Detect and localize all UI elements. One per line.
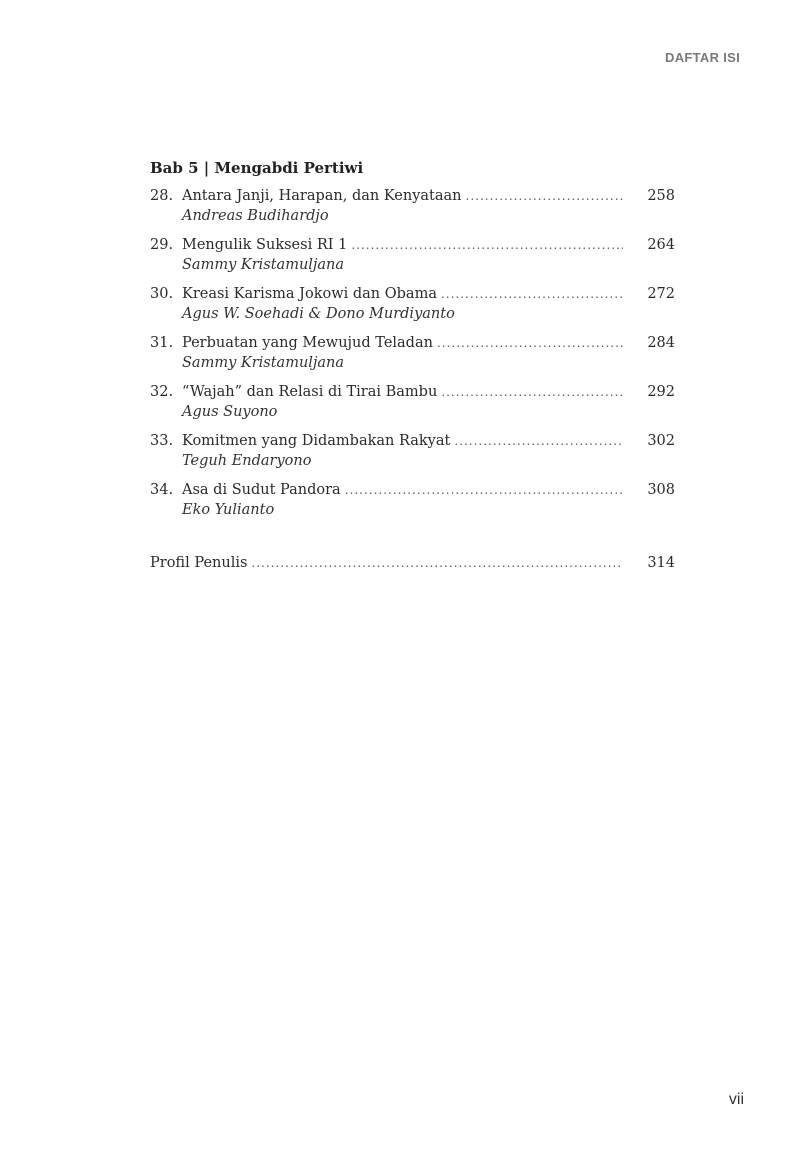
entry-author: Andreas Budihardjo bbox=[182, 208, 329, 224]
entry-title: Komitmen yang Didambakan Rakyat bbox=[182, 433, 451, 449]
dot-leader bbox=[466, 187, 624, 206]
toc-entry[interactable] bbox=[150, 481, 675, 530]
entry-number: 32. bbox=[150, 384, 174, 400]
dot-leader bbox=[441, 383, 623, 402]
entry-title: Profil Penulis bbox=[150, 555, 248, 571]
toc-entry[interactable] bbox=[150, 187, 675, 236]
dot-leader bbox=[437, 334, 623, 353]
entry-author: Agus Suyono bbox=[182, 404, 278, 420]
toc-entry[interactable] bbox=[150, 285, 675, 334]
running-head: DAFTAR ISI bbox=[665, 50, 740, 65]
entry-number: 28. bbox=[150, 188, 174, 204]
table-of-contents bbox=[150, 158, 675, 530]
entry-title: Antara Janji, Harapan, dan Kenyataan bbox=[182, 188, 462, 204]
page-number: vii bbox=[728, 1091, 744, 1108]
entry-page-number: 292 bbox=[647, 384, 675, 400]
entry-number: 30. bbox=[150, 286, 174, 302]
chapter-heading: Bab 5 | Mengabdi Pertiwi bbox=[150, 159, 364, 177]
entry-author: Sammy Kristamuljana bbox=[182, 355, 345, 371]
entry-page-number: 264 bbox=[647, 237, 675, 253]
dot-leader bbox=[345, 481, 623, 500]
entry-author: Teguh Endaryono bbox=[182, 453, 312, 469]
dot-leader bbox=[441, 285, 623, 304]
entry-title: Kreasi Karisma Jokowi dan Obama bbox=[182, 286, 437, 302]
entry-page-number: 284 bbox=[647, 335, 675, 351]
entry-number: 29. bbox=[150, 237, 174, 253]
entry-title: Asa di Sudut Pandora bbox=[182, 482, 341, 498]
entry-number: 33. bbox=[150, 433, 174, 449]
toc-entry[interactable] bbox=[150, 236, 675, 285]
dot-leader bbox=[454, 432, 623, 451]
dot-leader bbox=[251, 554, 623, 573]
entry-title: Mengulik Suksesi RI 1 bbox=[182, 237, 348, 253]
entry-author: Sammy Kristamuljana bbox=[182, 257, 345, 273]
entry-number: 31. bbox=[150, 335, 174, 351]
entry-page-number: 302 bbox=[647, 433, 675, 449]
toc-entry[interactable] bbox=[150, 334, 675, 383]
toc-entry-profile[interactable] bbox=[150, 554, 675, 573]
entry-title: Perbuatan yang Mewujud Teladan bbox=[182, 335, 433, 351]
entry-author: Eko Yulianto bbox=[182, 502, 275, 518]
toc-entry[interactable] bbox=[150, 383, 675, 432]
entry-number: 34. bbox=[150, 482, 174, 498]
entry-page-number: 308 bbox=[647, 482, 675, 498]
toc-entry[interactable] bbox=[150, 432, 675, 481]
entry-author: Agus W. Soehadi & Dono Murdiyanto bbox=[182, 306, 455, 322]
entry-page-number: 258 bbox=[647, 188, 675, 204]
entry-title: “Wajah” dan Relasi di Tirai Bambu bbox=[182, 384, 438, 400]
entry-page-number: 314 bbox=[647, 555, 675, 571]
entry-page-number: 272 bbox=[647, 286, 675, 302]
dot-leader bbox=[351, 236, 623, 255]
